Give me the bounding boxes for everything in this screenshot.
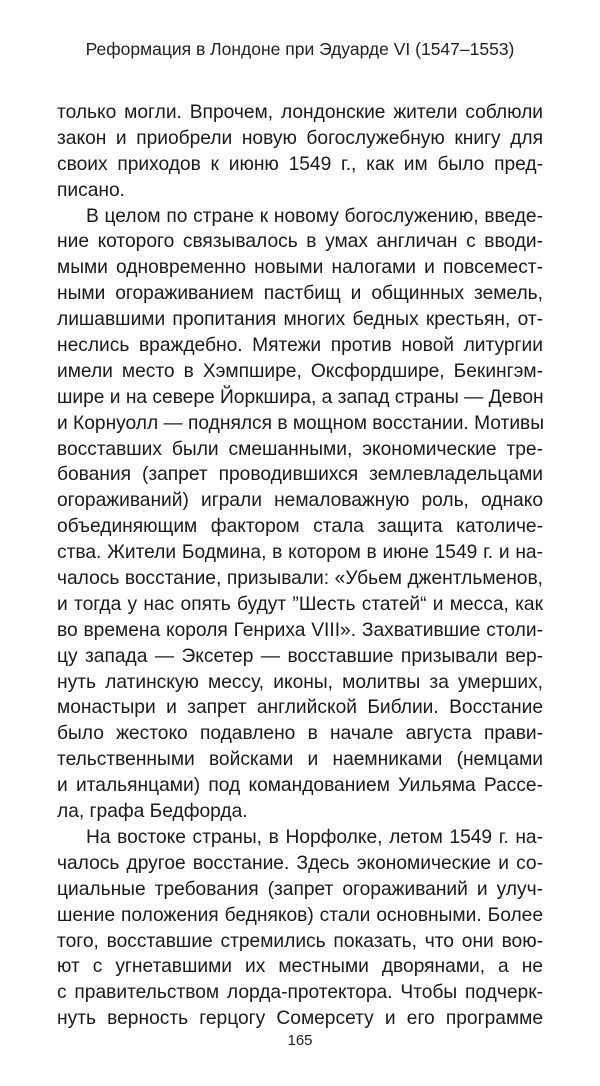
text-line: монастыри и запрет английской Библии. Восстание	[57, 697, 543, 719]
text-line: На востоке страны, в Норфолке, летом 1549 г. на-	[86, 826, 543, 848]
text-line: имели место в Хэмпшире, Оксфордшире, Бекингэм-	[57, 360, 543, 382]
page-number: 165	[287, 1032, 313, 1049]
text-line: писано.	[57, 179, 125, 201]
text-line: ства. Жители Бодмина, в котором в июне 1549 г. и на-	[57, 542, 543, 564]
text-line: мыми одновременно новыми налогами и повсемест-	[57, 257, 543, 279]
text-line: во времена короля Генриха VIII». Захватившие столи-	[57, 619, 543, 641]
text-line: шире и на севере Йоркшира, а запад страны — Девон	[57, 386, 544, 408]
text-line: шение положения бедняков) стали основными. Более	[57, 904, 543, 926]
text-line: с правительством лорда-протектора. Чтобы подчерк-	[57, 982, 543, 1004]
body-text	[57, 100, 543, 1032]
text-line: циальные требования (запрет огораживаний и улуч-	[57, 878, 543, 900]
text-line: огораживаний) играли немаловажную роль, однако	[57, 490, 543, 512]
text-line: бования (запрет проводившихся землевладельцами	[57, 464, 543, 486]
text-line: неслись враждебно. Мятежи против новой литургии	[57, 335, 543, 357]
text-line: восставших были смешанными, экономические тре-	[57, 438, 543, 460]
text-line: ние которого связывалось в умах англичан с вводи-	[57, 231, 543, 253]
text-line: того, восставшие стремились показать, что они вою-	[57, 930, 543, 952]
text-line: только могли. Впрочем, лондонские жители соблюли	[57, 102, 543, 123]
text-line: закон и приобрели новую богослужебную книгу для	[57, 127, 543, 149]
text-line: и Корнуолл — поднялся в мощном восстании. Мотивы	[57, 412, 545, 434]
text-line: нуть верность герцогу Сомерсету и его программе	[57, 1008, 543, 1030]
text-line: и тогда у нас опять будут ”Шесть статей“ и месса, как	[57, 593, 543, 615]
paragraph	[57, 100, 543, 204]
paragraph	[57, 204, 543, 825]
text-line: ными огораживанием пастбищ и общинных земель,	[57, 283, 543, 305]
text-line: тельственными войсками и наемниками (немцами	[57, 749, 543, 771]
text-line: лишавшими пропитания многих бедных крестьян, от-	[57, 309, 543, 331]
text-line: цу запада — Эксетер — восставшие призывали вер-	[57, 645, 543, 667]
text-line: объединяющим фактором стала защита католиче-	[57, 516, 543, 538]
text-line: нуть латинскую мессу, иконы, молитвы за умерших,	[57, 671, 543, 693]
text-line: ла, графа Бедфорда.	[57, 801, 248, 823]
text-line: было жестоко подавлено в начале августа прави-	[57, 723, 543, 745]
text-line: ют с угнетавшими их местными дворянами, а не	[57, 956, 543, 978]
text-line: чалось другое восстание. Здесь экономические и со-	[57, 852, 543, 874]
text-line: и итальянцами) под командованием Уильяма Рассе-	[57, 775, 543, 797]
text-line: В целом по стране к новому богослужению, введе-	[86, 205, 543, 227]
paragraph	[57, 825, 543, 1032]
text-line: своих приходов к июню 1549 г., как им было пред-	[57, 153, 543, 175]
running-head: Реформация в Лондоне при Эдуарде VI (1547–1553)	[85, 39, 515, 59]
text-line: чалось восстание, призывали: «Убьем джентльменов,	[57, 568, 543, 590]
